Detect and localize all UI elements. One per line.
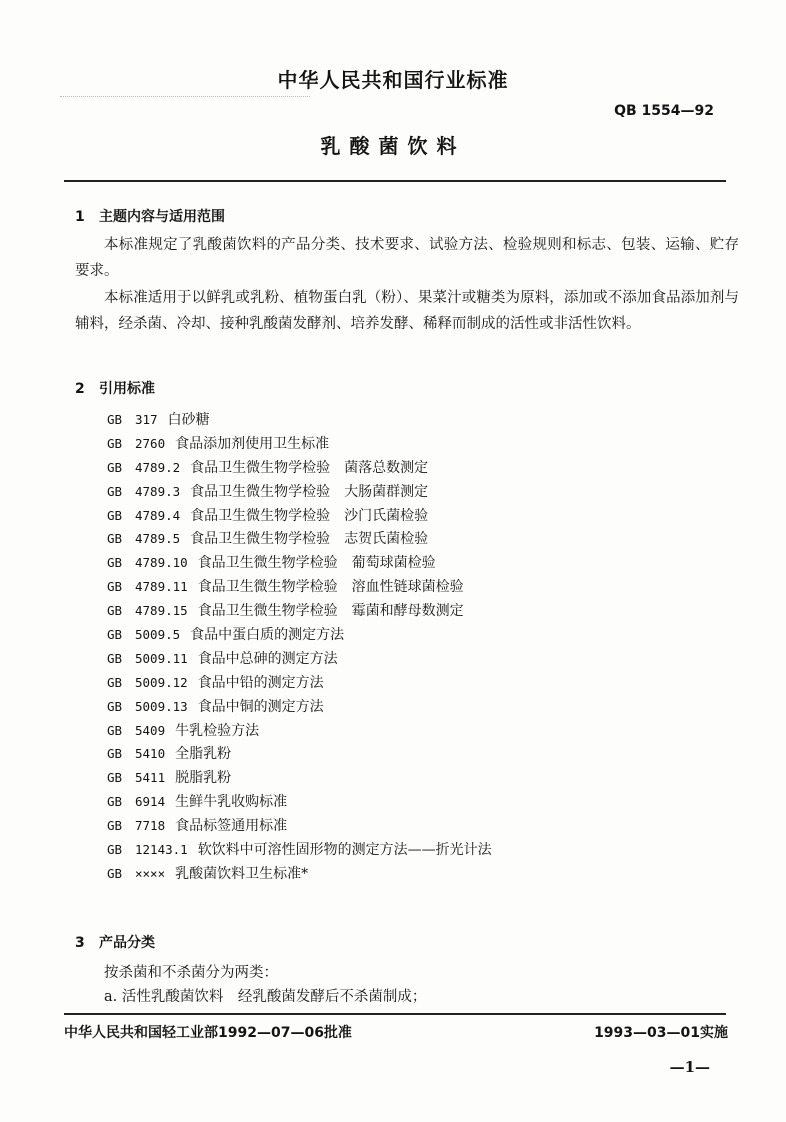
reference-item [107, 671, 492, 695]
effective-date: 1993—03—01实施 [594, 1025, 728, 1041]
classification-item-a: a. 活性乳酸菌饮料 经乳酸菌发酵后不杀菌制成； [104, 989, 427, 1005]
reference-item [107, 647, 492, 671]
reference-prefix: GB [107, 555, 123, 571]
reference-item [107, 766, 492, 790]
reference-prefix: GB [107, 412, 123, 427]
page-number: —1— [669, 1058, 710, 1076]
reference-prefix: GB [107, 770, 123, 786]
scan-artifact-line [60, 96, 310, 98]
reference-prefix: GB [107, 698, 123, 714]
reference-name: 食品中蛋白质的测定方法 [190, 627, 345, 644]
reference-item [107, 623, 492, 647]
reference-code: 6914 [135, 794, 166, 810]
reference-name: 全脂乳粉 [175, 746, 232, 763]
reference-code: 12143.1 [135, 842, 188, 858]
section-title: 产品分类 [99, 935, 155, 951]
document-title: 乳酸菌饮料 [320, 134, 466, 158]
reference-item [107, 527, 492, 551]
reference-prefix: GB [107, 818, 123, 834]
section-2-heading [75, 378, 155, 398]
reference-item [107, 742, 492, 766]
reference-code: 4789.2 [135, 459, 181, 475]
bottom-rule [64, 1013, 726, 1015]
reference-item [107, 719, 492, 743]
reference-item [107, 551, 492, 575]
reference-name: 食品中总砷的测定方法 [197, 650, 338, 667]
reference-prefix: GB [107, 865, 123, 881]
reference-prefix: GB [107, 603, 123, 619]
reference-prefix: GB [107, 674, 123, 690]
reference-prefix: GB [107, 722, 123, 738]
reference-code: 4789.15 [135, 603, 188, 619]
reference-code: 5009.11 [135, 650, 188, 666]
header-title: 中华人民共和国行业标准 [277, 68, 509, 92]
reference-code: 5009.12 [135, 674, 188, 690]
reference-item [107, 456, 492, 480]
reference-code: 4789.10 [135, 555, 188, 571]
reference-name: 乳酸菌饮料卫生标准* [175, 865, 309, 882]
reference-item [107, 408, 492, 432]
reference-code: 5009.13 [135, 698, 188, 714]
section-1-paragraph-2: 本标准适用于以鲜乳或乳粉、植物蛋白乳（粉）、果菜汁或糖类为原料，添加或不添加食品添加剂与辅料，经杀菌、冷却、接种乳酸菌发酵剂、培养发酵、稀释而制成的活性或非活性饮料。 [75, 290, 739, 332]
standard-code: QB 1554—92 [614, 103, 714, 119]
section-1-paragraph-1: 本标准规定了乳酸菌饮料的产品分类、技术要求、试验方法、检验规则和标志、包装、运输、贮存要求。 [75, 237, 739, 279]
reference-item [107, 432, 492, 456]
reference-code: 4789.11 [135, 579, 188, 595]
reference-name: 脱脂乳粉 [175, 770, 232, 787]
reference-code: 7718 [135, 818, 166, 834]
reference-item [107, 599, 492, 623]
reference-name: 食品卫生微生物学检验 菌落总数测定 [190, 459, 429, 476]
approval-line: 中华人民共和国轻工业部1992—07—06批准 [64, 1025, 352, 1041]
section-1-heading [75, 206, 225, 226]
reference-prefix: GB [107, 627, 123, 643]
reference-name: 食品卫生微生物学检验 霉菌和酵母数测定 [197, 603, 464, 620]
reference-name: 食品标签通用标准 [175, 818, 288, 835]
reference-prefix: GB [107, 507, 123, 523]
section-number: 2 [75, 381, 85, 397]
reference-list [107, 408, 492, 886]
reference-name: 食品卫生微生物学检验 葡萄球菌检验 [197, 555, 436, 572]
classification-intro: 按杀菌和不杀菌分为两类： [104, 965, 278, 981]
reference-name: 软饮料中可溶性固形物的测定方法——折光计法 [197, 842, 492, 859]
reference-code: 5009.5 [135, 627, 181, 643]
reference-code: 317 [135, 412, 158, 427]
reference-code: ×××× [135, 865, 166, 881]
reference-prefix: GB [107, 435, 123, 451]
reference-code: 5410 [135, 746, 166, 762]
reference-prefix: GB [107, 531, 123, 547]
reference-item [107, 480, 492, 504]
reference-code: 2760 [135, 435, 166, 451]
reference-name: 食品中铜的测定方法 [197, 698, 324, 715]
reference-name: 食品中铅的测定方法 [197, 674, 324, 691]
reference-name: 食品卫生微生物学检验 溶血性链球菌检验 [197, 579, 464, 596]
reference-prefix: GB [107, 794, 123, 810]
reference-name: 牛乳检验方法 [175, 722, 260, 739]
reference-item [107, 504, 492, 528]
section-title: 主题内容与适用范围 [99, 209, 225, 225]
reference-code: 4789.5 [135, 531, 181, 547]
reference-prefix: GB [107, 746, 123, 762]
reference-code: 4789.4 [135, 507, 181, 523]
reference-name: 食品添加剂使用卫生标准 [175, 435, 330, 452]
reference-prefix: GB [107, 483, 123, 499]
top-rule [64, 180, 726, 182]
section-3-heading [75, 932, 155, 952]
reference-prefix: GB [107, 842, 123, 858]
reference-prefix: GB [107, 579, 123, 595]
section-number: 3 [75, 935, 85, 951]
reference-item [107, 838, 492, 862]
reference-name: 食品卫生微生物学检验 沙门氏菌检验 [190, 507, 429, 524]
reference-name: 白砂糖 [167, 412, 210, 428]
reference-prefix: GB [107, 459, 123, 475]
section-number: 1 [75, 209, 85, 225]
reference-name: 生鲜牛乳收购标准 [175, 794, 288, 811]
reference-code: 5409 [135, 722, 166, 738]
section-title: 引用标准 [99, 381, 155, 397]
reference-item [107, 814, 492, 838]
reference-prefix: GB [107, 650, 123, 666]
reference-item [107, 790, 492, 814]
reference-name: 食品卫生微生物学检验 大肠菌群测定 [190, 483, 429, 500]
reference-item [107, 862, 492, 886]
reference-item [107, 575, 492, 599]
reference-code: 4789.3 [135, 483, 181, 499]
reference-name: 食品卫生微生物学检验 志贺氏菌检验 [190, 531, 429, 548]
reference-code: 5411 [135, 770, 166, 786]
reference-item [107, 695, 492, 719]
